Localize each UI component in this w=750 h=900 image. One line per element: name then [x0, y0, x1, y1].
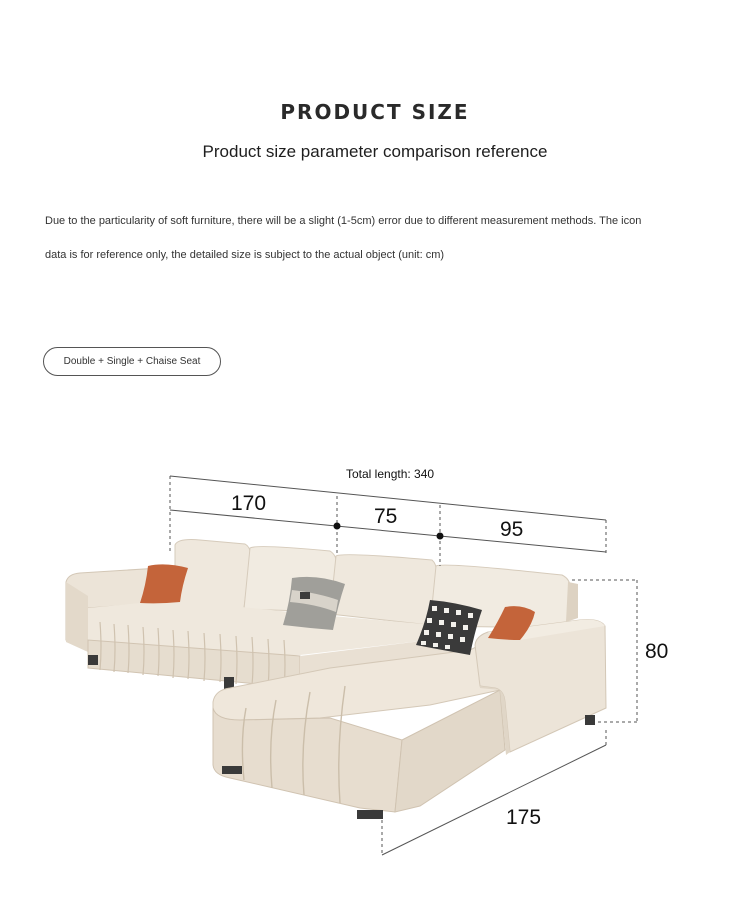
notice-line-1: Due to the particularity of soft furniture, there will be a slight (1-5cm) error due to different measurement methods. The icon	[45, 215, 642, 227]
variant-pill[interactable]	[43, 347, 221, 376]
segment-1-label: 170	[231, 492, 267, 515]
total-length-label: Total length: 340	[346, 467, 435, 481]
segment-3-label: 95	[500, 518, 524, 541]
notice-line-2: data is for reference only, the detailed size is subject to the actual object (unit: cm)	[45, 249, 445, 261]
page-subtitle: Product size parameter comparison reference	[202, 142, 548, 161]
variant-label: Double + Single + Chaise Seat	[63, 356, 201, 367]
segment-2-label: 75	[374, 505, 398, 528]
height-label: 80	[645, 640, 669, 663]
sofa-dimension-figure	[0, 440, 750, 880]
segment-marker-1	[334, 523, 341, 530]
segment-marker-2	[437, 533, 444, 540]
chaise-depth-label: 175	[506, 806, 542, 829]
sofa-illustration	[66, 540, 606, 819]
page-title: PRODUCT SIZE	[280, 100, 470, 124]
